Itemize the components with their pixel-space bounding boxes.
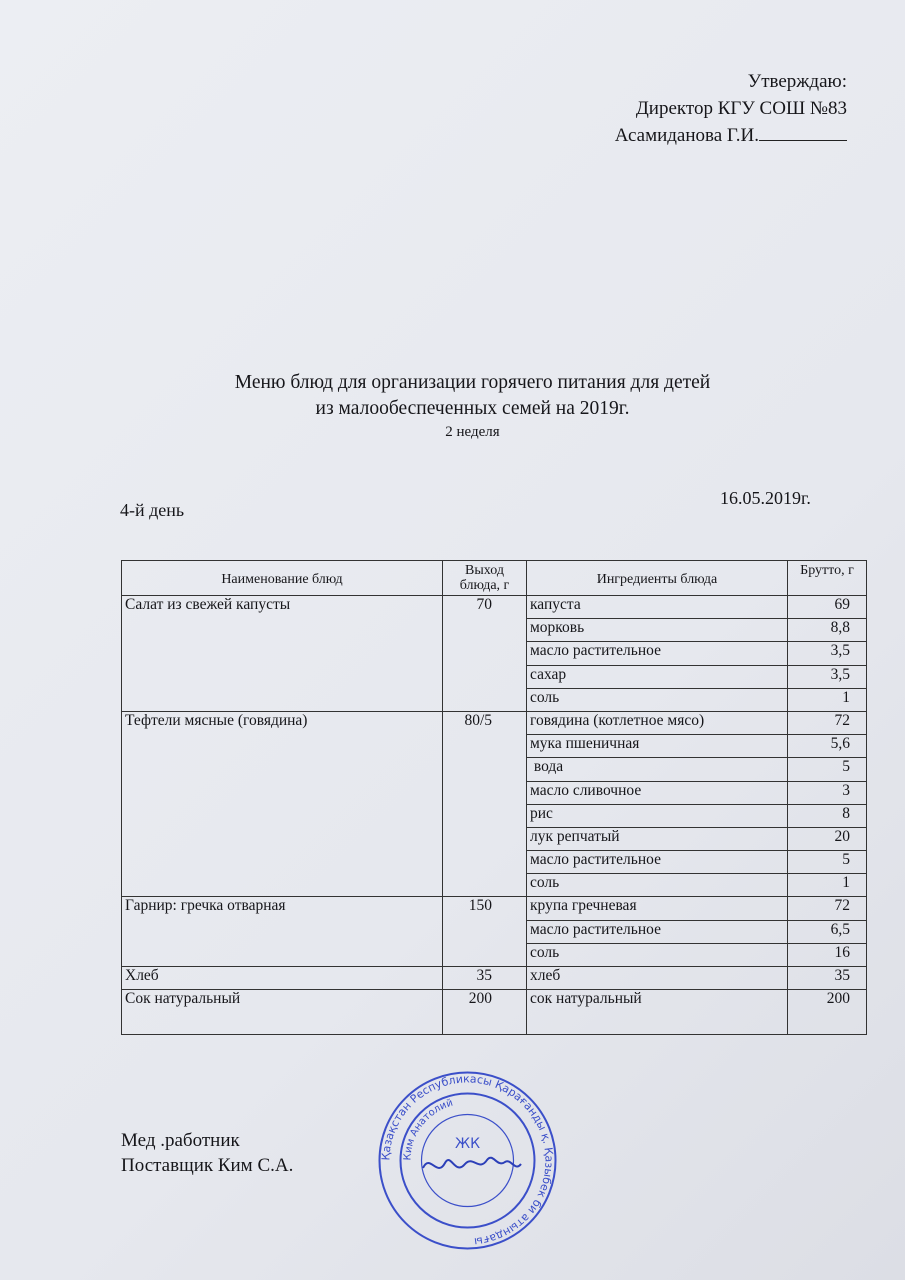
signature-line xyxy=(759,122,847,141)
brutto-cell: 1 xyxy=(788,874,867,897)
table-header-row xyxy=(122,561,867,596)
footer-signatures xyxy=(121,1128,293,1178)
brutto-cell: 200 xyxy=(788,990,867,1035)
ingredient-cell: сахар xyxy=(527,665,788,688)
week-label: 2 неделя xyxy=(445,424,500,440)
ingredient-cell: соль xyxy=(527,688,788,711)
document-title xyxy=(0,370,905,442)
ingredient-cell: крупа гречневая xyxy=(527,897,788,920)
approval-heading: Утверждаю: xyxy=(747,71,847,92)
ingredient-cell: вода xyxy=(527,758,788,781)
med-worker-label: Мед .работник xyxy=(121,1130,240,1151)
ingredient-cell: говядина (котлетное мясо) xyxy=(527,711,788,734)
header-yield: Выход блюда, г xyxy=(443,561,527,596)
approval-name: Асамиданова Г.И. xyxy=(614,125,759,146)
ingredient-cell: сок натуральный xyxy=(527,990,788,1035)
menu-table-body xyxy=(122,596,867,1035)
brutto-cell: 69 xyxy=(788,596,867,619)
approval-signature-row xyxy=(615,122,847,149)
approval-block xyxy=(615,68,847,149)
table-row xyxy=(122,711,867,734)
ingredient-cell: масло растительное xyxy=(527,642,788,665)
dish-yield-cell: 200 xyxy=(443,990,527,1035)
brutto-cell: 8,8 xyxy=(788,619,867,642)
brutto-cell: 5,6 xyxy=(788,735,867,758)
table-row xyxy=(122,990,867,1035)
dish-yield-cell: 70 xyxy=(443,596,527,712)
brutto-cell: 5 xyxy=(788,758,867,781)
menu-table xyxy=(121,560,867,1035)
ingredient-cell: соль xyxy=(527,943,788,966)
handwritten-signature xyxy=(423,1158,521,1168)
supplier-label: Поставщик Ким С.А. xyxy=(121,1155,294,1176)
day-label: 4-й день xyxy=(120,500,185,520)
dish-yield-cell: 35 xyxy=(443,967,527,990)
brutto-cell: 72 xyxy=(788,897,867,920)
official-stamp xyxy=(375,1068,560,1253)
table-row xyxy=(122,596,867,619)
header-brutto: Брутто, г xyxy=(788,561,867,596)
stamp-outer-text: Қазақстан Республикасы Қарағанды қ. Қазыбек би атындағы xyxy=(379,1072,556,1249)
brutto-cell: 35 xyxy=(788,967,867,990)
ingredient-cell: рис xyxy=(527,804,788,827)
brutto-cell: 3 xyxy=(788,781,867,804)
ingredient-cell: мука пшеничная xyxy=(527,735,788,758)
stamp-inner-ring xyxy=(401,1094,535,1228)
date-label: 16.05.2019г. xyxy=(720,488,811,508)
stamp-core-ring xyxy=(422,1115,514,1207)
table-row xyxy=(122,967,867,990)
dish-name-cell: Гарнир: гречка отварная xyxy=(122,897,443,967)
brutto-cell: 6,5 xyxy=(788,920,867,943)
ingredient-cell: хлеб xyxy=(527,967,788,990)
ingredient-cell: масло растительное xyxy=(527,851,788,874)
approval-position: Директор КГУ СОШ №83 xyxy=(635,98,847,119)
stamp-center-text: ЖК xyxy=(454,1136,481,1152)
dish-yield-cell: 150 xyxy=(443,897,527,967)
stamp-inner-text: Ким Анатолий xyxy=(402,1097,455,1161)
dish-yield-cell: 80/5 xyxy=(443,711,527,897)
title-line-1: Меню блюд для организации горячего питания для детей xyxy=(234,372,711,393)
ingredient-cell: масло сливочное xyxy=(527,781,788,804)
table-row xyxy=(122,897,867,920)
header-dish: Наименование блюд xyxy=(122,561,443,596)
brutto-cell: 16 xyxy=(788,943,867,966)
brutto-cell: 1 xyxy=(788,688,867,711)
brutto-cell: 5 xyxy=(788,851,867,874)
header-ingredient: Ингредиенты блюда xyxy=(527,561,788,596)
ingredient-cell: соль xyxy=(527,874,788,897)
dish-name-cell: Хлеб xyxy=(122,967,443,990)
ingredient-cell: капуста xyxy=(527,596,788,619)
title-line-2: из малообеспеченных семей на 2019г. xyxy=(315,398,630,419)
dish-name-cell: Тефтели мясные (говядина) xyxy=(122,711,443,897)
dish-name-cell: Салат из свежей капусты xyxy=(122,596,443,712)
brutto-cell: 3,5 xyxy=(788,665,867,688)
brutto-cell: 20 xyxy=(788,827,867,850)
brutto-cell: 72 xyxy=(788,711,867,734)
brutto-cell: 8 xyxy=(788,804,867,827)
ingredient-cell: масло растительное xyxy=(527,920,788,943)
brutto-cell: 3,5 xyxy=(788,642,867,665)
ingredient-cell: морковь xyxy=(527,619,788,642)
dish-name-cell: Сок натуральный xyxy=(122,990,443,1035)
ingredient-cell: лук репчатый xyxy=(527,827,788,850)
